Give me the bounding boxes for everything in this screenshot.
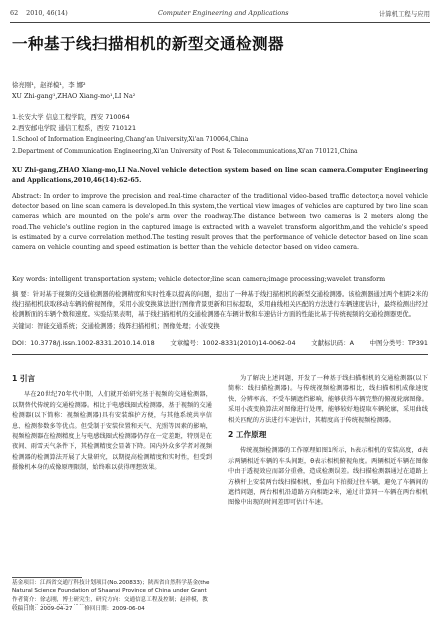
authors-cn: 徐亮刚¹，赵祥模¹，李 娜² [12,81,86,89]
footnote-rule [12,577,82,578]
abstract-en: Abstract: In order to improve the precision and real-time character of the traditional video-based traffic detector,a novel vehicle detector based on line scan camera is developed.In this system,the vertical view images of vehicles are captured by two line scan cameras which are mounted on the pole's arm over the roadway.The distance between two cameras is 2 meters along the road.The vehicle's outline region in the captured image is extracted with a wavelet transform algorithm,and the vehicle's speed is estimated by a curve correlation method.The testing result proves that the performance of vehicle detector based on line scan camera on vehicle counting and speed estimation is better than the vehicle detector based on video camera. [12,193,428,252]
intro-continued: 为了解决上述问题，开发了一种基于线扫描相机的交通检测器(以下简称：线扫描检测器)。与传统视频检测器相比，线扫描相机成像速度快、分辨率高、不受车辆遮挡影响，能够获得车辆完整的俯视轮廓图像。采用小波变换算法对图像进行处理，能够较好地提取车辆轮廓，采用曲线相关匹配的方法进行车速估计，其精度高于传统视频检测器。 [228,375,428,424]
revised-date: 修回日期：2009-06-04 [84,606,145,612]
principle-heading: 2 工作原理 [228,430,267,440]
journal-name-en: Computer Engineering and Applications [158,9,289,17]
affiliation-en-2: 2.Department of Communication Engineering,Xi'an University of Post & Telecommunications,Xi'an 710121,China [12,148,358,155]
citation-en: XU Zhi-gang,ZHAO Xiang-mo,LI Na.Novel vehicle detection system based on line scan camera.Computer Engineering and Applications,2010,46(14):62-65. [12,167,428,185]
intro-heading: 1 引言 [12,374,36,383]
received-date: 收稿日期：2009-04-27 [12,606,73,612]
header-rule [10,22,430,23]
abstract-cn: 摘 要：针对基于视频的交通检测器的检测精度和实时性难以提高的问题，提出了一种基于线扫描相机的新型交通检测器。该检测器通过两个相距2米的线扫描相机获取移动车辆的俯视图像，采用小波变换算法进行图像背景更新和目标提取，采用曲线相关匹配的方法进行车辆速度估计，最终检测出经过检测断面的车辆个数和速度。实验结果表明，基于线扫描相机的交通检测器在车辆计数和车速估计方面的性能比基于传统视频的交通检测器更优。 [12,291,428,319]
right-column [228,374,428,509]
issue-info: 2010, 46(14) [26,9,68,17]
left-column [12,374,212,474]
footnote [12,579,212,613]
running-header [10,6,430,20]
keywords-en: Key words: intelligent transportation system; vehicle detector;line scan camera;image processing;wavelet transform [12,276,386,283]
page-number: 62 [10,9,19,17]
journal-name-cn: 计算机工程与应用 [378,9,430,18]
affiliation-cn-1: 1.长安大学 信息工程学院，西安 710064 [12,113,130,121]
doi: DOI：10.3778/j.issn.1002-8331.2010.14.018 [12,339,155,347]
intro-paragraph: 早在20世纪70年代中期，人们就开始研究基于视频的交通检测器，以期替代传统的交通检测器。相比于电感线圈式检测器，基于视频的交通检测器(以下简称：视频检测器)具有安装维护方便，与其他系统共享信息、检测参数多等优点。但受制于安装位置和天气、光照等因素的影响，视频检测器在检测精度上与电感线圈式检测器仍存在一定差距，特别是在夜间、雨雪天气条件下，其检测精度会显著下降。国内外众多学者对视频检测器的检测算法开展了大量研究，以期提高检测精度和实时性，但受到摄像机本身的成像原理限制，始终难以获得理想效果。 [12,391,212,472]
fund-note: 基金项目：江西省交通厅科技计划项目(No.200833)；陕西省自然科学基金(the Natural Science Foundation of Shaanxi Province of China under Grant [12,580,210,595]
clc-number: 中图分类号：TP391 [369,339,428,347]
document-code: 文献标识码：A [311,339,354,347]
abstract-rule [12,354,428,355]
principle-paragraph: 传统视频检测器的工作原理如图1所示，h表示相机的安装高度，d表示两辆相近车辆的车头间距，θ表示相机俯视角度。两辆相近车辆在图像中由于透视效应而部分重叠，造成检测误差。线扫描检测器通过在道路上方横杆上安装两台线扫描相机，垂直向下拍摄过往车辆，避免了车辆间的遮挡问题，两台相机沿道路方向相距2米，通过计算同一车辆在两台相机图像中出现的时间差即可估计车速。 [228,447,428,507]
affiliation-en-1: 1.School of Information Engineering,Chang'an University,Xi'an 710064,China [12,136,249,143]
keywords-cn: 关键词：智能交通系统；交通检测器；线阵扫描相机；图像处理；小波变换 [12,323,220,330]
dates-row [12,605,212,613]
authors-en: XU Zhi-gang¹,ZHAO Xiang-mo¹,LI Na² [12,92,136,100]
doi-row [12,338,428,347]
paper-title: 一种基于线扫描相机的新型交通检测器 [12,35,285,53]
article-number: 文章编号：1002-8331(2010)14-0062-04 [170,339,296,347]
author-bio: 作者简介：徐志刚，博士研究生，研究方向：交通信息工程及控制；赵祥模，教 [12,597,208,603]
affiliation-cn-2: 2.西安邮电学院 通信工程系，西安 710121 [12,124,137,132]
